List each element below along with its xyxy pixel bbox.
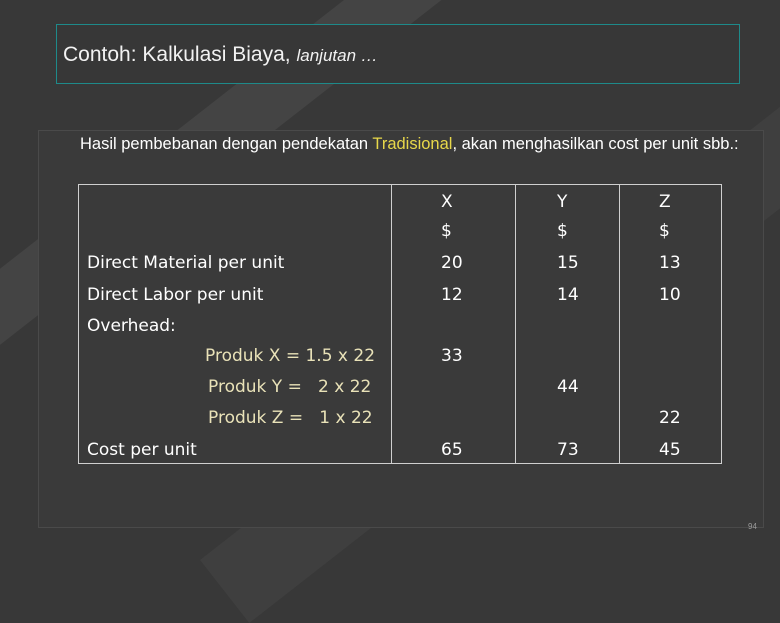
dm-z: 13 <box>659 253 681 273</box>
total-z: 45 <box>659 440 681 460</box>
overhead-z-value: 22 <box>659 408 681 428</box>
total-y: 73 <box>557 440 579 460</box>
row-label-overhead: Overhead: <box>87 316 176 336</box>
dl-x: 12 <box>441 285 463 305</box>
dm-x: 20 <box>441 253 463 273</box>
intro-highlight: Tradisional <box>372 135 453 153</box>
currency-x: $ <box>441 221 452 241</box>
slide-title-main: Contoh: Kalkulasi Biaya, <box>63 43 291 66</box>
intro-text <box>80 136 740 153</box>
intro-post: , akan menghasilkan cost per unit sbb.: <box>452 135 739 153</box>
slide-title-sub: lanjutan … <box>296 46 378 65</box>
cost-table <box>78 184 722 464</box>
dl-y: 14 <box>557 285 579 305</box>
currency-y: $ <box>557 221 568 241</box>
overhead-x-label: Produk X = 1.5 x 22 <box>205 346 376 366</box>
overhead-z-label: Produk Z = 1 x 22 <box>208 408 373 428</box>
slide-title <box>63 43 378 67</box>
row-label-direct-labor: Direct Labor per unit <box>87 285 264 305</box>
dl-z: 10 <box>659 285 681 305</box>
row-label-cost-per-unit: Cost per unit <box>87 440 197 460</box>
column-divider <box>619 185 620 463</box>
header-y: Y <box>557 192 568 212</box>
overhead-y-label: Produk Y = 2 x 22 <box>208 377 372 397</box>
page-number: 94 <box>748 522 757 531</box>
total-x: 65 <box>441 440 463 460</box>
currency-z: $ <box>659 221 670 241</box>
header-z: Z <box>659 192 671 212</box>
row-label-direct-material: Direct Material per unit <box>87 253 285 273</box>
column-divider <box>391 185 392 463</box>
intro-pre: Hasil pembebanan dengan pendekatan <box>80 135 373 153</box>
header-x: X <box>441 192 453 212</box>
dm-y: 15 <box>557 253 579 273</box>
column-divider <box>515 185 516 463</box>
title-box <box>56 24 740 84</box>
overhead-y-value: 44 <box>557 377 579 397</box>
overhead-x-value: 33 <box>441 346 463 366</box>
